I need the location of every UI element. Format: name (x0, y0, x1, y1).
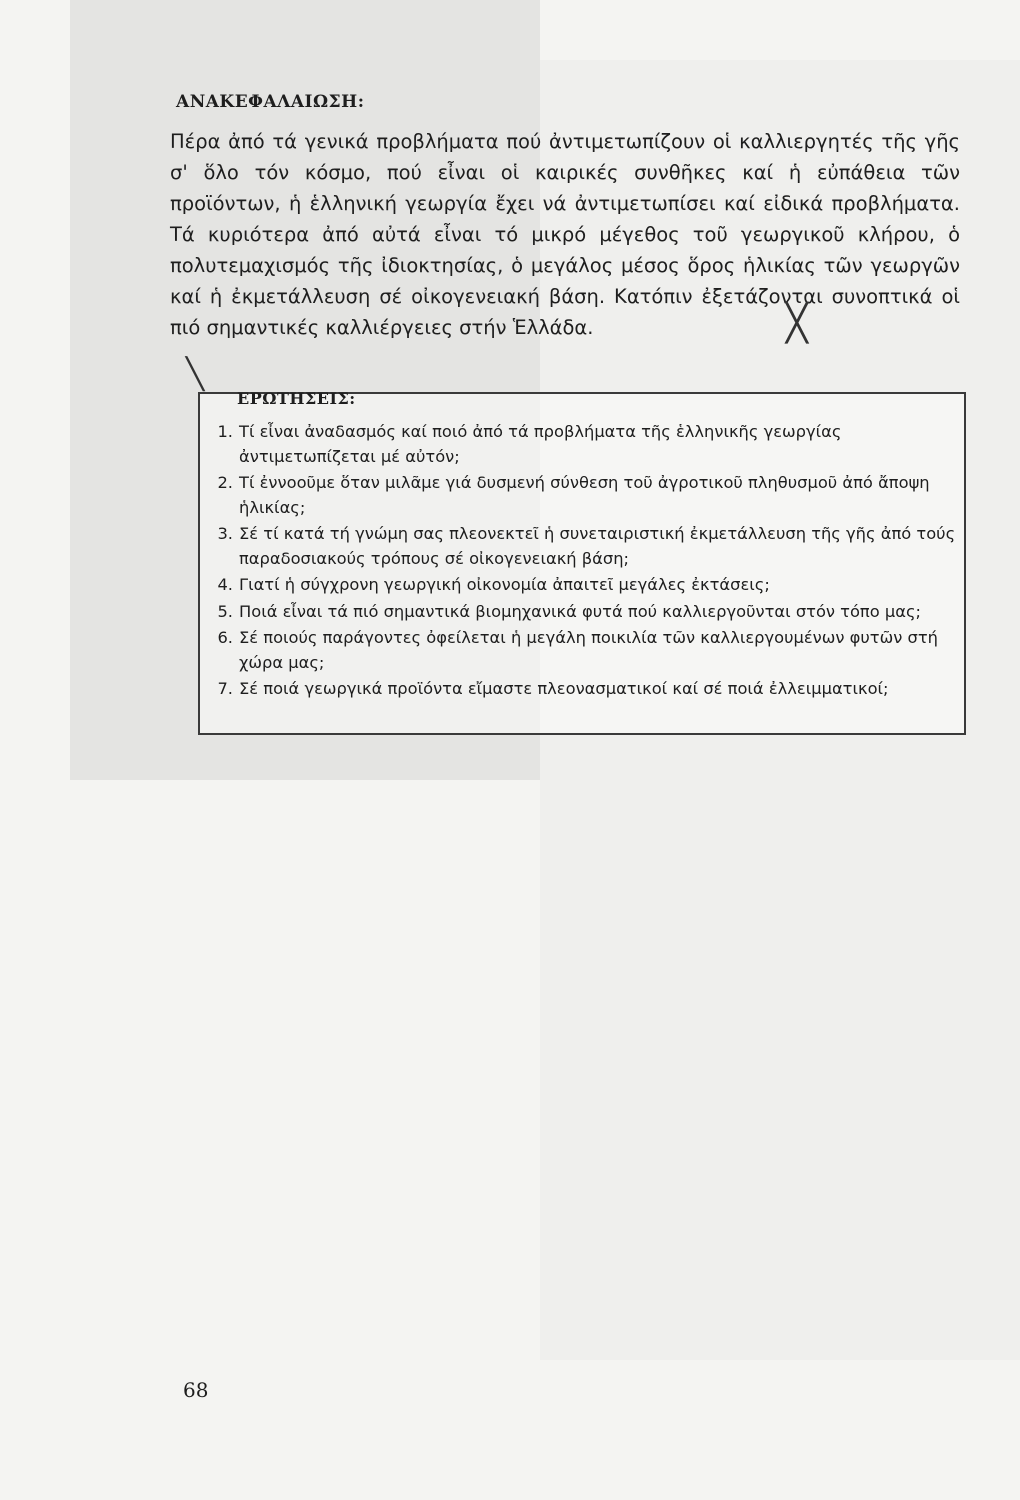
list-item (202, 626, 962, 675)
list-item (202, 420, 962, 469)
pen-corner-mark: ╲ (186, 357, 205, 392)
question-text: Τί εἶναι ἀναδασμός καί ποιό ἀπό τά προβλήματα τῆς ἑλληνικῆς γεωργίας ἀντιμετωπίζεται μέ αὐτόν; (239, 422, 842, 466)
question-number: 3. (217, 524, 233, 543)
questions-heading: ΕΡΩΤΗΣΕΙΣ: (237, 389, 356, 408)
list-item (202, 471, 962, 520)
question-text: Ποιά εἶναι τά πιό σημαντικά βιομηχανικά φυτά πού καλλιεργοῦνται στόν τόπο μας; (239, 601, 922, 621)
list-item (202, 677, 962, 702)
question-number: 7. (217, 679, 233, 698)
question-number: 6. (217, 628, 233, 647)
question-text: Σέ ποιά γεωργικά προϊόντα εἴμαστε πλεονασματικοί καί σέ ποιά ἐλλειμματικοί; (239, 679, 889, 698)
question-number: 4. (217, 575, 233, 594)
question-number: 5. (217, 601, 233, 621)
question-text: Τί ἐννοοῦμε ὅταν μιλᾶμε γιά δυσμενή σύνθεση τοῦ ἀγροτικοῦ πληθυσμοῦ ἀπό ἄποψη ἡλικίας; (239, 473, 930, 517)
question-number: 2. (217, 473, 233, 492)
question-text: Σέ τί κατά τή γνώμη σας πλεονεκτεῖ ἡ συνεταιριστική ἐκμετάλλευση τῆς γῆς ἀπό τούς παραδοσιακούς τρόπους σέ οἰκογενειακή βάση; (239, 524, 956, 568)
list-item (202, 600, 962, 625)
question-text: Σέ ποιούς παράγοντες ὀφείλεται ἡ μεγάλη ποικιλία τῶν καλλιεργουμένων φυτῶν στή χώρα μας; (239, 628, 938, 672)
summary-section (170, 92, 960, 343)
questions-list (202, 420, 962, 704)
list-item (202, 573, 962, 598)
summary-paragraph: Πέρα ἀπό τά γενικά προβλήματα πού ἀντιμετωπίζουν οἱ καλλιεργητές τῆς γῆς σ' ὅλο τόν κόσμο, πού εἶναι οἱ καιρικές συνθῆκες καί ἡ εὐπάθεια τῶν προϊόντων, ἡ ἑλληνική γεωργία ἔχει νά ἀντιμετωπίσει καί εἰδικά προβλήματα. Τά κυριότερα ἀπό αὐτά εἶναι τό μικρό μέγεθος τοῦ γεωργικοῦ κλήρου, ὁ πολυτεμαχισμός τῆς ἰδιοκτησίας, ὁ μεγάλος μέσος ὅρος ἡλικίας τῶν γεωργῶν καί ἡ ἐκμετάλλευση σέ οἰκογενειακή βάση. Κατόπιν ἐξετάζονται συνοπτικά οἱ πιό σημαντικές καλλιέργειες στήν Ἑλλάδα. (170, 130, 960, 339)
question-text: Γιατί ἡ σύγχρονη γεωργική οἰκονομία ἀπαιτεῖ μεγάλες ἐκτάσεις; (239, 575, 770, 594)
question-number: 1. (217, 422, 233, 441)
list-item (202, 522, 962, 571)
summary-heading: ΑΝΑΚΕΦΑΛΑΙΩΣΗ: (176, 92, 365, 112)
pen-x-mark: ╳ (786, 303, 808, 344)
page-number: 68 (183, 1378, 209, 1402)
